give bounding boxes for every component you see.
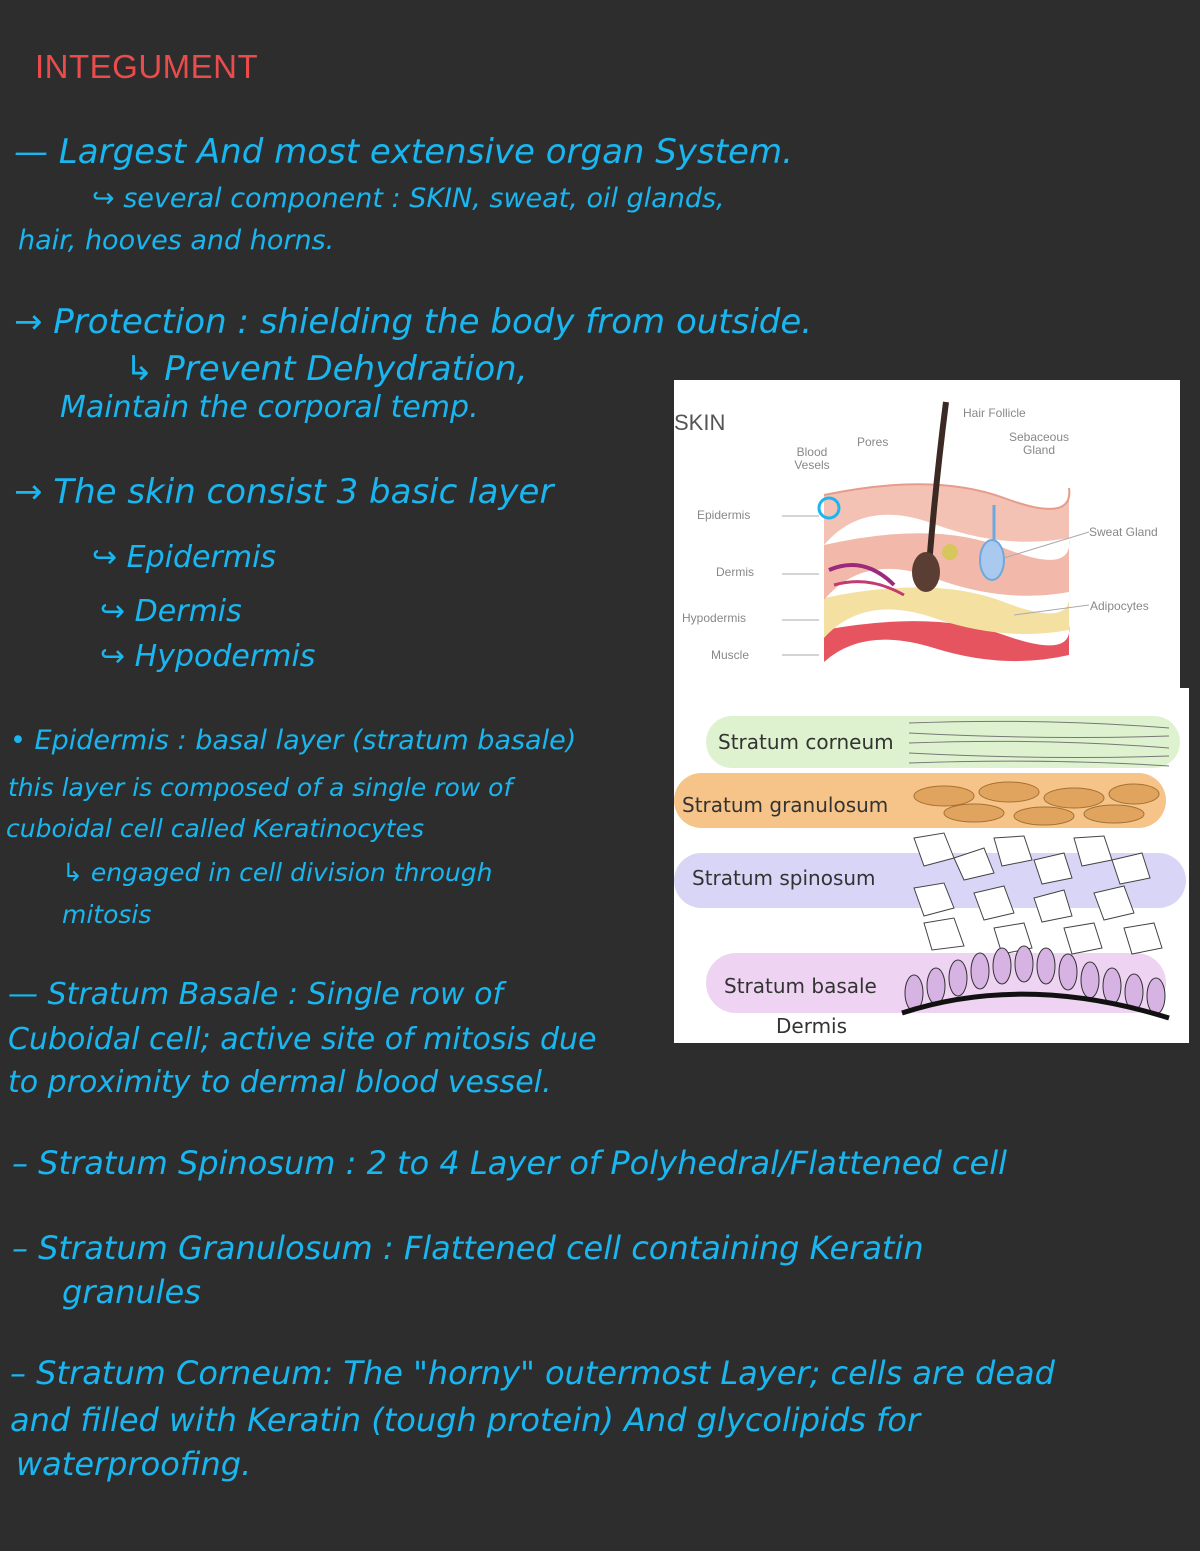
- note-line-24: waterproofing.: [16, 1445, 252, 1483]
- note-line-17: Cuboidal cell; active site of mitosis due: [8, 1022, 597, 1057]
- label-muscle: Muscle: [711, 648, 750, 662]
- note-line-2: ↪ several component : SKIN, sweat, oil glands,: [92, 183, 725, 214]
- note-line-11: • Epidermis : basal layer (stratum basale): [10, 725, 577, 756]
- label-dermis-strata: Dermis: [776, 1014, 848, 1038]
- label-sebaceous-gland: Sebaceous Gland: [1008, 430, 1070, 457]
- note-line-4: → Protection : shielding the body from outside.: [14, 302, 813, 342]
- label-dermis: Dermis: [716, 565, 754, 579]
- note-line-15: mitosis: [62, 900, 152, 929]
- note-line-22: – Stratum Corneum: The "horny" outermost Layer; cells are dead: [10, 1354, 1055, 1392]
- note-line-5: ↳ Prevent Dehydration,: [125, 349, 528, 389]
- note-line-20: – Stratum Granulosum : Flattened cell containing Keratin: [12, 1229, 924, 1267]
- label-stratum-granulosum: Stratum granulosum: [682, 793, 889, 817]
- strata-diagram: [674, 688, 1189, 1043]
- note-line-21: granules: [62, 1273, 201, 1311]
- label-stratum-basale: Stratum basale: [724, 974, 877, 998]
- label-epidermis: Epidermis: [697, 508, 751, 522]
- label-blood-vessels: Blood Vesels: [794, 445, 830, 472]
- skin-diagram: [674, 380, 1180, 693]
- label-pores: Pores: [857, 435, 889, 449]
- note-line-23: and filled with Keratin (tough protein) And glycolipids for: [10, 1401, 921, 1439]
- label-sweat-gland: Sweat Gland: [1089, 525, 1158, 539]
- label-stratum-spinosum: Stratum spinosum: [692, 866, 876, 890]
- label-stratum-corneum: Stratum corneum: [718, 730, 894, 754]
- page-title: INTEGUMENT: [35, 48, 259, 85]
- note-line-12: this layer is composed of a single row of: [8, 773, 513, 802]
- note-line-16: — Stratum Basale : Single row of: [8, 977, 503, 1012]
- note-line-6: Maintain the corporal temp.: [60, 390, 479, 425]
- note-line-10: ↪ Hypodermis: [100, 639, 316, 674]
- skin-diagram-title: SKIN: [674, 410, 726, 435]
- note-line-9: ↪ Dermis: [100, 594, 242, 629]
- note-line-14: ↳ engaged in cell division through: [62, 858, 493, 887]
- note-line-1: — Largest And most extensive organ System.: [14, 132, 793, 172]
- label-hypodermis: Hypodermis: [682, 611, 747, 625]
- label-adipocytes: Adipocytes: [1090, 599, 1149, 613]
- note-line-18: to proximity to dermal blood vessel.: [8, 1065, 552, 1100]
- note-line-7: → The skin consist 3 basic layer: [14, 472, 554, 512]
- note-line-19: – Stratum Spinosum : 2 to 4 Layer of Polyhedral/Flattened cell: [12, 1144, 1007, 1182]
- note-line-3: hair, hooves and horns.: [18, 225, 335, 256]
- note-line-13: cuboidal cell called Keratinocytes: [6, 814, 425, 843]
- label-hair-follicle: Hair Follicle: [963, 406, 1026, 420]
- note-line-8: ↪ Epidermis: [92, 540, 277, 575]
